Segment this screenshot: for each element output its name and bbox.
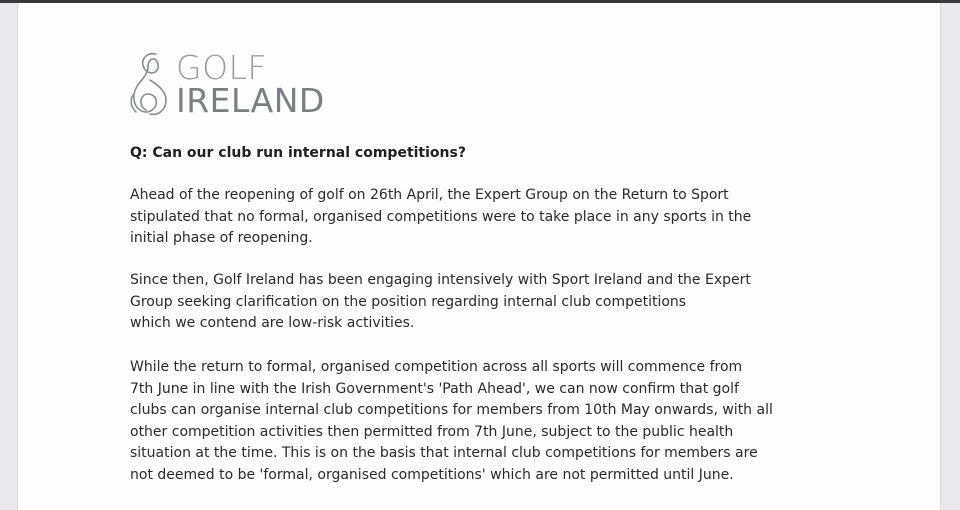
paragraph-line: Group seeking clarification on the position regarding internal club competitions bbox=[130, 293, 687, 310]
paragraph-line: initial phase of reopening. bbox=[130, 230, 313, 246]
logo-word-ireland: IRELAND bbox=[176, 81, 325, 120]
paragraph-line: which we contend are low-risk activities. bbox=[130, 315, 415, 331]
paragraph-line: While the return to formal, organised competition across all sports will commence from bbox=[130, 359, 743, 375]
question-heading: Q: Can our club run internal competitions? bbox=[130, 145, 466, 161]
paragraph-1 bbox=[130, 185, 751, 250]
document-page bbox=[18, 3, 940, 510]
logo-word-golf: GOLF bbox=[176, 48, 267, 87]
paragraph-line: clubs can organise internal club competitions for members from 10th May onwards, with all bbox=[130, 402, 773, 418]
paragraph-line: Ahead of the reopening of golf on 26th April, the Expert Group on the Return to Sport bbox=[130, 187, 729, 203]
paragraph-line: situation at the time. This is on the basis that internal club competitions for members are bbox=[130, 445, 758, 461]
paragraph-line: stipulated that no formal, organised competitions were to take place in any sports in the bbox=[130, 208, 752, 225]
paragraph-line: other competition activities then permitted from 7th June, subject to the public health bbox=[130, 423, 734, 440]
paragraph-line: 7th June in line with the Irish Government's 'Path Ahead', we can now confirm that golf bbox=[130, 380, 739, 397]
paragraph-2 bbox=[130, 270, 751, 335]
paragraph-3 bbox=[130, 357, 773, 486]
paragraph-line: not deemed to be 'formal, organised competitions' which are not permitted until June. bbox=[130, 466, 734, 483]
paragraph-line: Since then, Golf Ireland has been engaging intensively with Sport Ireland and the Expert bbox=[130, 272, 751, 288]
golf-ireland-logo bbox=[126, 48, 366, 123]
golf-ireland-knot-icon bbox=[126, 50, 172, 118]
